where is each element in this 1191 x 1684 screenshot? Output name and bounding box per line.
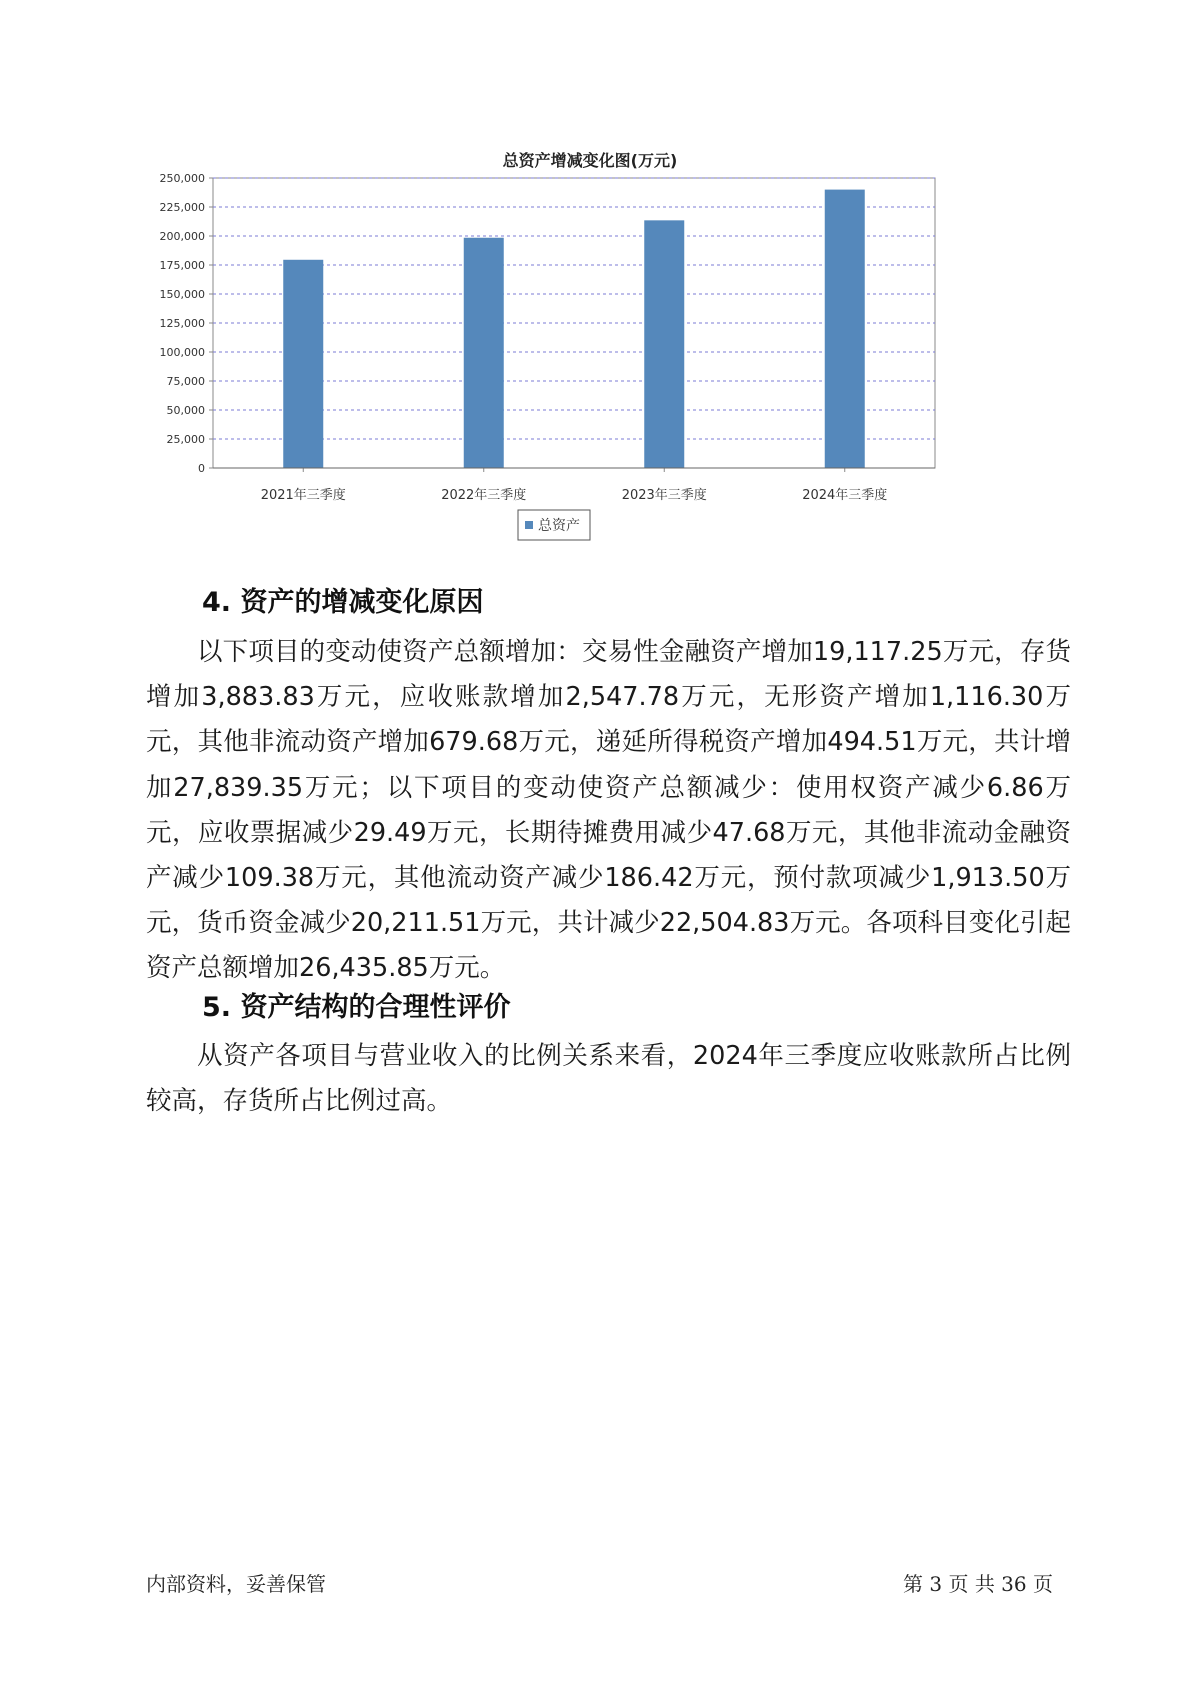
section-heading-asset-change-reasons: 4. 资产的增减变化原因 — [202, 587, 484, 618]
bar-2021年三季度 — [283, 260, 323, 468]
asset-change-chart — [150, 140, 1030, 600]
x-tick-label: 2022年三季度 — [441, 488, 527, 503]
y-tick-label: 0 — [198, 462, 205, 475]
footer-page-number: 第 3 页 共 36 页 — [903, 1572, 1053, 1596]
paragraph-asset-structure: 从资产各项目与营业收入的比例关系来看，2024年三季度应收账款所占比例较高，存货所占比例过高。 — [146, 1041, 1071, 1117]
y-tick-label: 25,000 — [166, 433, 205, 446]
legend-label: 总资产 — [538, 518, 580, 534]
chart-svg — [150, 140, 1030, 600]
y-tick-label: 150,000 — [159, 288, 205, 301]
footer-confidential-note: 内部资料，妥善保管 — [146, 1572, 326, 1596]
y-tick-label: 125,000 — [159, 317, 205, 330]
y-tick-label: 100,000 — [159, 346, 205, 359]
y-tick-label: 225,000 — [159, 201, 205, 214]
y-tick-label: 250,000 — [159, 172, 205, 185]
y-tick-label: 75,000 — [166, 375, 205, 388]
y-tick-label: 175,000 — [159, 259, 205, 272]
legend-swatch — [525, 521, 533, 529]
bar-2023年三季度 — [644, 220, 684, 468]
chart-title: 总资产增减变化图(万元) — [502, 151, 678, 170]
bar-2024年三季度 — [825, 190, 865, 468]
x-tick-label: 2023年三季度 — [621, 488, 707, 503]
x-tick-label: 2024年三季度 — [802, 488, 888, 503]
section-heading-asset-structure: 5. 资产结构的合理性评价 — [202, 992, 511, 1023]
x-tick-label: 2021年三季度 — [260, 488, 346, 503]
bar-2022年三季度 — [464, 238, 504, 468]
paragraph-asset-change-reasons: 以下项目的变动使资产总额增加：交易性金融资产增加19,117.25万元，存货增加3,883.83万元，应收账款增加2,547.78万元，无形资产增加1,116.30万元，其他非流动资产增加679.68万元，递延所得税资产增加494.51万元，共计增加27,839.35万元；以下项目的变动使资产总额减少：使用权资产减少6.86万元，应收票据减少29.49万元，长期待摊费用减少47.68万元，其他非流动金融资产减少109.38万元，其他流动资产减少186.42万元，预付款项减少1,913.50万元，货币资金减少20,211.51万元，共计减少22,504.83万元。各项科目变化引起资产总额增加26,435.85万元。 — [146, 637, 1071, 984]
y-tick-label: 200,000 — [159, 230, 205, 243]
y-tick-label: 50,000 — [166, 404, 205, 417]
